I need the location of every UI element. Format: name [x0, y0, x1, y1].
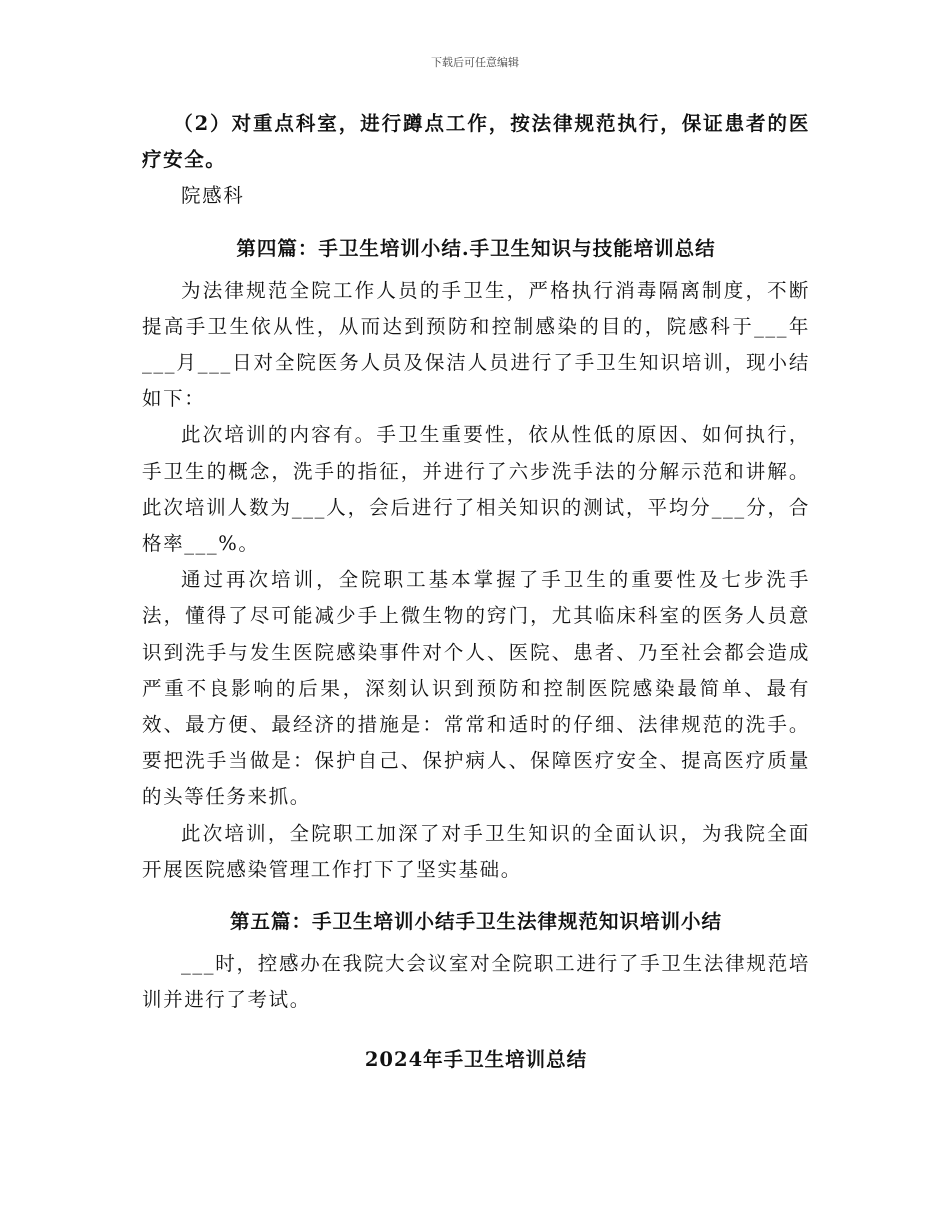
section-4-paragraph-4: 此次培训，全院职工加深了对手卫生知识的全面认识，为我院全面开展医院感染管理工作打下了坚实基础。	[142, 821, 810, 881]
intro-paragraph: （2）对重点科室，进行蹲点工作，按法律规范执行，保证患者的医疗安全。	[142, 112, 810, 172]
section-4-heading: 第四篇：手卫生培训小结.手卫生知识与技能培训总结	[236, 236, 716, 260]
section-5-heading: 第五篇：手卫生培训小结手卫生法律规范知识培训小结	[229, 910, 722, 934]
section-4-paragraph-1: 为法律规范全院工作人员的手卫生，严格执行消毒隔离制度，不断提高手卫生依从性，从而达到预防和控制感染的目的，院感科于___年___月___日对全院医务人员及保洁人员进行了手卫生知识培训，现小结如下：	[142, 278, 810, 411]
document-body	[142, 106, 810, 1072]
department-signature: 院感科	[181, 184, 245, 208]
final-title: 2024年手卫生培训总结	[364, 1048, 588, 1072]
page-header: 下载后可任意编辑	[431, 56, 519, 69]
section-4-paragraph-3: 通过再次培训，全院职工基本掌握了手卫生的重要性及七步洗手法，懂得了尽可能减少手上微生物的窍门，尤其临床科室的医务人员意识到洗手与发生医院感染事件对个人、医院、患者、乃至社会都会造成严重不良影响的后果，深刻认识到预防和控制医院感染最简单、最有效、最方便、最经济的措施是：常常和适时的仔细、法律规范的洗手。要把洗手当做是：保护自己、保护病人、保障医疗安全、提高医疗质量的头等任务来抓。	[142, 568, 810, 809]
section-4-paragraph-2: 此次培训的内容有。手卫生重要性，依从性低的原因、如何执行，手卫生的概念，洗手的指征，并进行了六步洗手法的分解示范和讲解。此次培训人数为___人，会后进行了相关知识的测试，平均分___分，合格率___%。	[142, 423, 810, 556]
section-5-paragraph-1: ___时，控感办在我院大会议室对全院职工进行了手卫生法律规范培训并进行了考试。	[142, 952, 810, 1012]
